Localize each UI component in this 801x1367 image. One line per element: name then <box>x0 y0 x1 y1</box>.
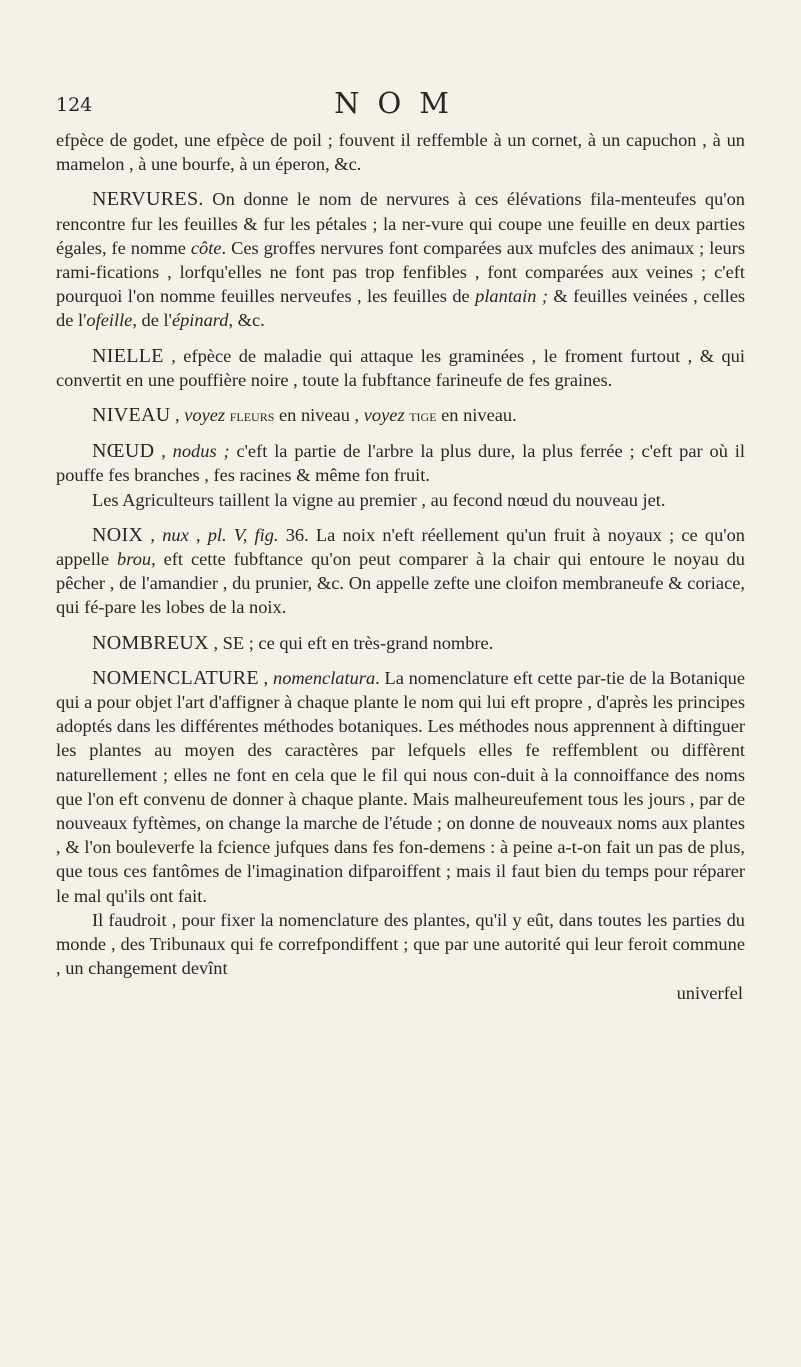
entry-niveau: NIVEAU , voyez fleurs en niveau , voyez tige en niveau. <box>92 404 517 427</box>
headword: NOMBREUX <box>92 631 209 654</box>
entry-nomenclature-subparagraph: Il faudroit , pour fixer la nomenclature des plantes, qu'il y eût, dans toutes les parties du monde , des Tribunaux qui fe correfpondiffent ; que par une autorité qui leur feroit commune , un changement devînt <box>56 909 745 979</box>
continued-paragraph: efpèce de godet, une efpèce de poil ; fouvent il reffemble à un cornet, à un capuchon , à un mamelon , à une bourfe, à un éperon, &c. <box>56 130 745 175</box>
page-header <box>56 86 745 126</box>
entry-nielle: NIELLE , efpèce de maladie qui attaque les graminées , le froment furtout , & qui convertit en une pouffière noire , toute la fubftance farineufe de fes graines. <box>56 344 745 390</box>
entry-noeud-subparagraph: Les Agriculteurs taillent la vigne au premier , au fecond nœud du nouveau jet. <box>92 489 666 510</box>
entry-nombreux: NOMBREUX , SE ; ce qui eft en très-grand nombre. <box>92 631 494 654</box>
entry-nomenclature: NOMENCLATURE , nomenclatura. La nomenclature eft cette par-tie de la Botanique qui a pour objet l'art d'affigner à chaque plante le nom qui lui eft propre , d'après les principes adoptés dans les différentes méthodes botaniques. Les méthodes nous apprennent à diftinguer les plantes au moyen des caractères par lefquels elles fe reffemblent ou diffèrent naturellement ; elles ne font en cela que le fil qui nous con-duit à la connoiffance des noms que l'on eft convenu de donner à chaque plante. Mais malheureufement tous les jours , par de nouveaux fyftèmes, on change la marche de l'étude ; on donne de nouveaux noms aux plantes , & l'on bouleverfe la fcience jufques dans fes fon-demens : à peine a-t-on fait un pas de plus, que tous ces fantômes de l'imagination difparoiffent ; mais il faut bien du temps pour réparer le mal qu'ils ont fait. <box>56 666 745 906</box>
entry-nervures: NERVURES. On donne le nom de nervures à ces élévations fila-menteufes qu'on rencontre fur les feuilles & fur les pétales ; la ner-vure qui coupe une feuille en deux parties égales, fe nomme côte. Ces groffes nervures font comparées aux mufcles des animaux ; leurs rami-fications , lorfqu'elles ne font pas trop fenfibles , font comparées aux veines ; c'eft pourquoi l'on nomme feuilles nerveufes , les feuilles de plantain ; & feuilles veinées , celles de l'ofeille, de l'épinard, &c. <box>56 188 746 331</box>
headword: NIVEAU <box>92 404 171 427</box>
headword: NIELLE <box>92 344 164 367</box>
headword: NOMENCLATURE <box>92 666 259 689</box>
headword: NOIX <box>92 523 144 546</box>
headword: NŒUD <box>92 440 155 463</box>
entry-noeud: NŒUD , nodus ; c'eft la partie de l'arbre la plus dure, la plus ferrée ; c'eft par où il pouffe fes branches , fes racines & même fon fruit. <box>56 440 745 486</box>
page-number: 124 <box>56 94 93 116</box>
body-text <box>56 128 745 1005</box>
running-head: NOM <box>334 86 467 120</box>
catchword: univerfel <box>676 982 743 1003</box>
headword: NERVURES. <box>92 188 204 211</box>
entry-noix: NOIX , nux , pl. V, fig. 36. La noix n'eft réellement qu'un fruit à noyaux ; ce qu'on appelle brou, eft cette fubftance qu'on peut comparer à la chair qui entoure le noyau du pêcher , de l'amandier , du prunier, &c. On appelle zefte une cloifon membraneufe & coriace, qui fé-pare les lobes de la noix. <box>56 523 745 618</box>
